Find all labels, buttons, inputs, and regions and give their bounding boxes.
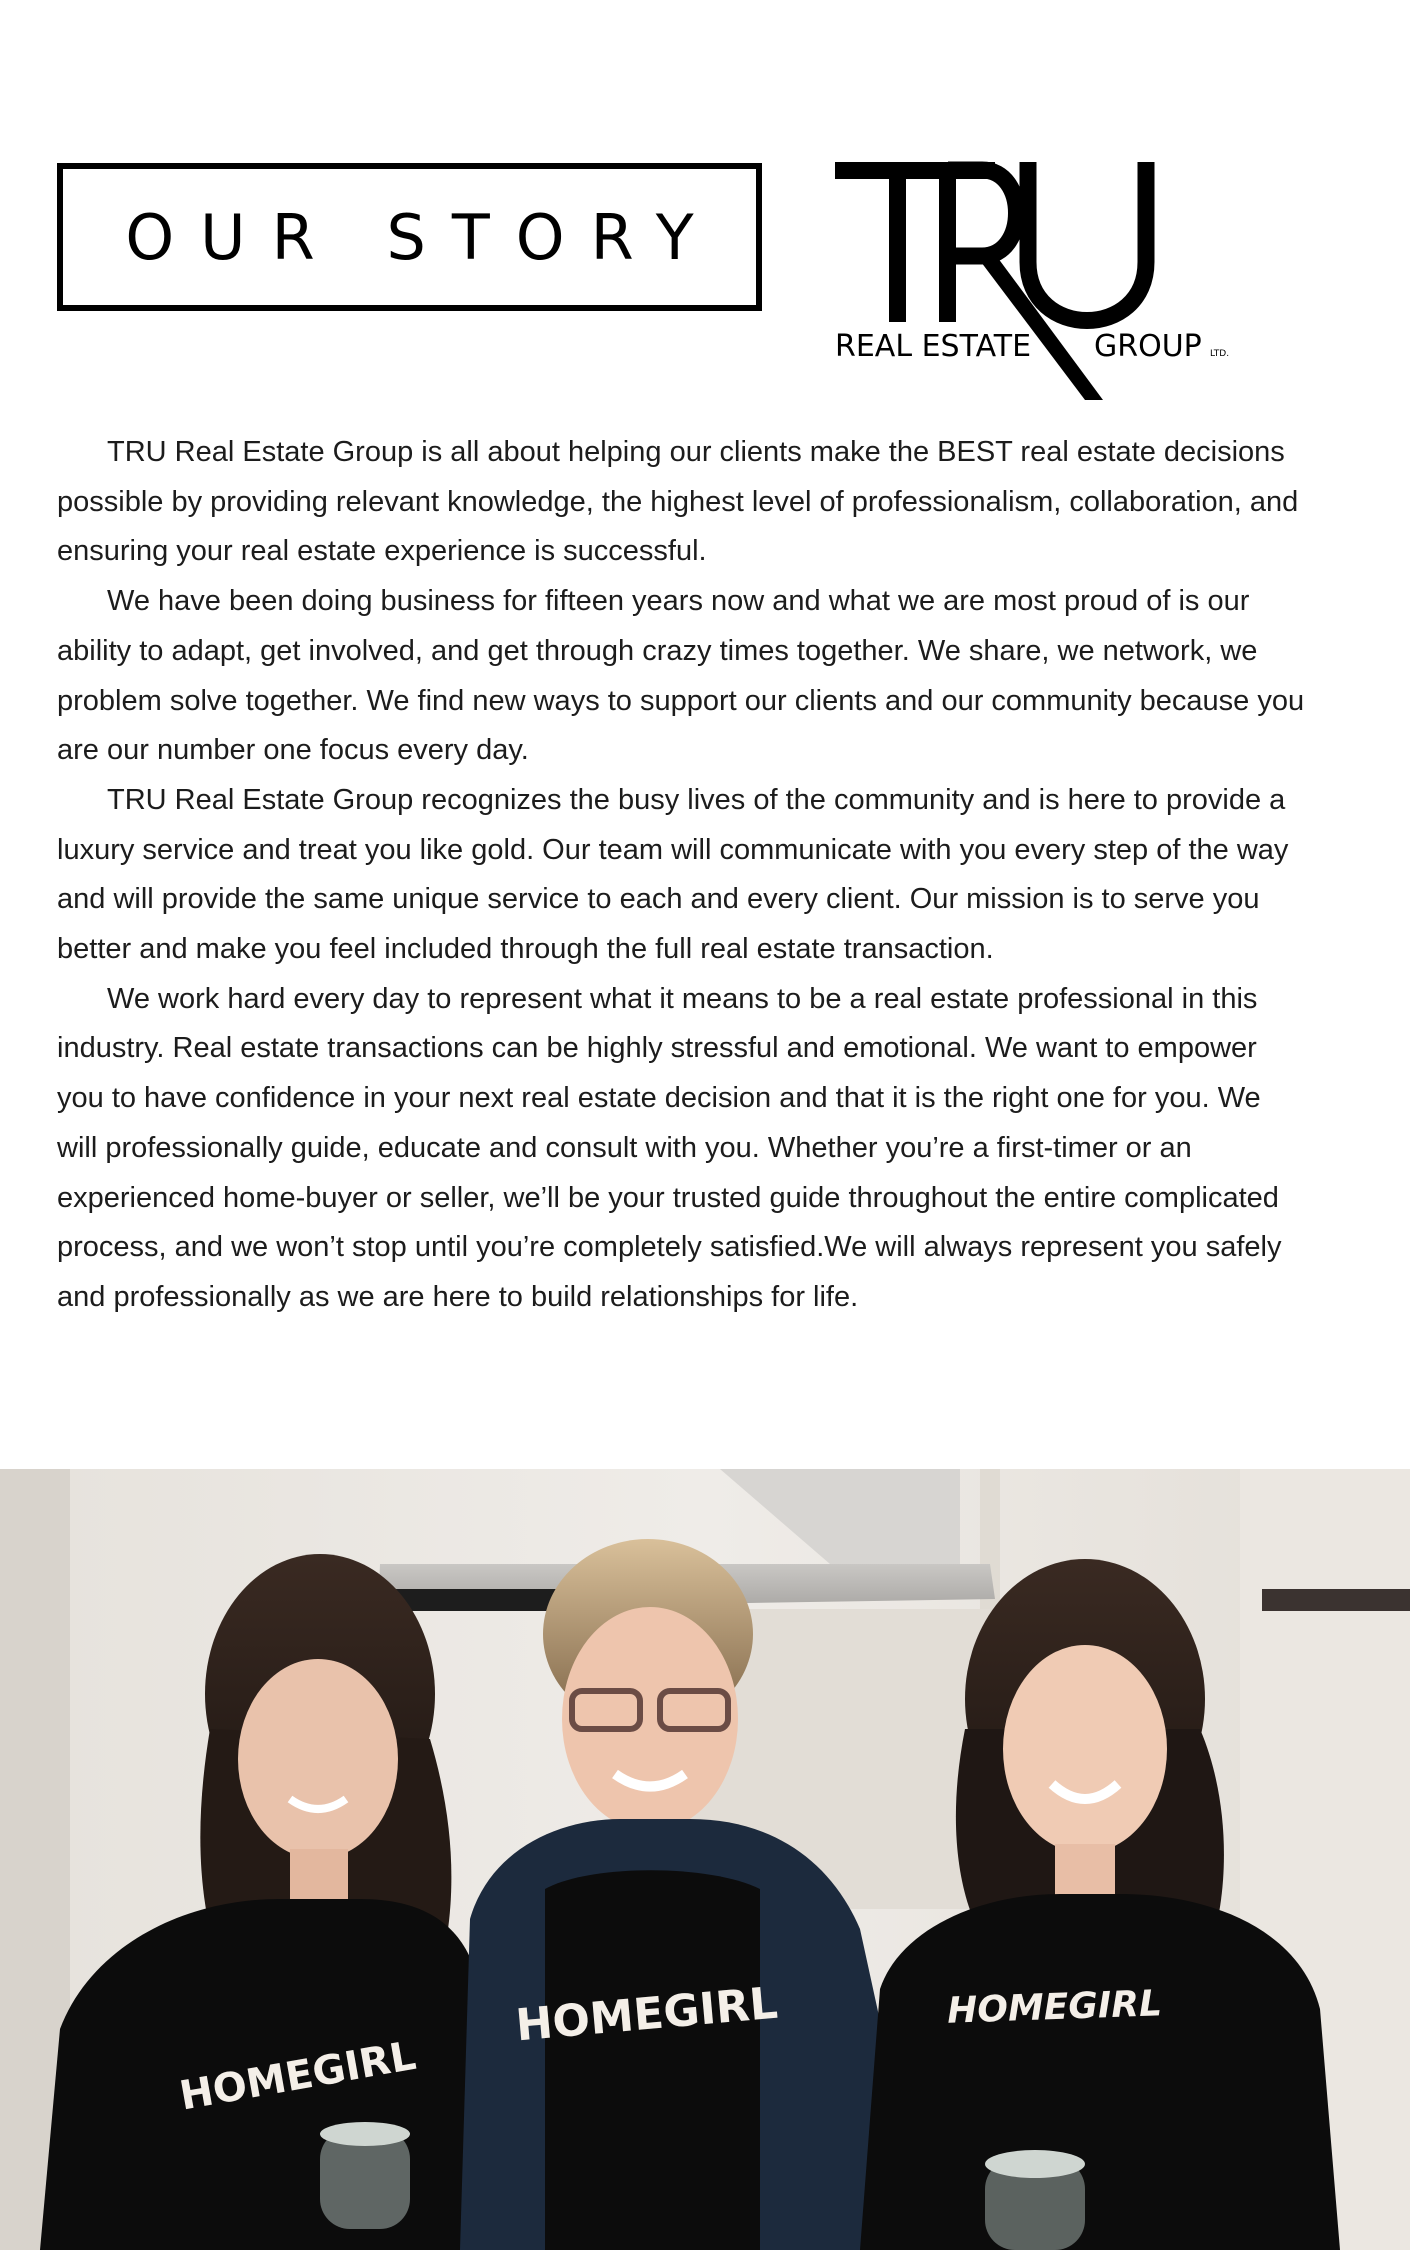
team-photo-illustration xyxy=(0,1469,1410,2250)
logo-r-stem xyxy=(939,162,956,322)
left-shirt-text: HOMEGIRL xyxy=(176,2032,420,2120)
right-shirt-text: HOMEGIRL xyxy=(946,1983,1163,2032)
center-woman-shirt xyxy=(545,1870,760,2250)
left-woman-mug-rim xyxy=(320,2122,410,2146)
center-woman-face xyxy=(562,1607,738,1831)
center-shirt-text: HOMEGIRL xyxy=(513,1977,780,2052)
right-woman-shirt xyxy=(860,1894,1340,2250)
right-woman-face xyxy=(1003,1645,1167,1853)
team-photo xyxy=(0,1469,1410,2250)
title-box xyxy=(57,163,762,311)
left-woman-face xyxy=(238,1659,398,1859)
logo-suffix: LTD. xyxy=(1210,349,1230,359)
logo-subtitle-right: GROUP xyxy=(1094,329,1202,364)
photo-shelf xyxy=(1262,1589,1410,1611)
story-paragraph-2: We have been doing business for fifteen years now and what we are most proud of is our ability to adapt, get involved, and get through crazy times together. We share, we network, we problem solve together. We find new ways to support our clients and our community because you are our number one focus every day. xyxy=(57,585,1305,767)
story-paragraph-1: TRU Real Estate Group is all about helping our clients make the BEST real estate decisions possible by providing relevant knowledge, the highest level of professionalism, collaboration, and ensuring your real estate experience is successful. xyxy=(57,436,1299,568)
tru-logo xyxy=(832,150,1242,408)
logo-t-stem xyxy=(889,162,906,322)
logo-u xyxy=(1028,162,1146,321)
right-woman-neck xyxy=(1055,1844,1115,1899)
story-paragraph-3: TRU Real Estate Group recognizes the busy lives of the community and is here to provide a luxury service and treat you like gold. Our team will communicate with you every step of the way and will provide the same unique service to each and every client. Our mission is to serve you better and make you feel included through the full real estate transaction. xyxy=(57,783,1289,966)
story-paragraph-4: We work hard every day to represent what it means to be a real estate professional in this industry. Real estate transactions can be highly stressful and emotional. We want to empower you to have confidence in your next real estate decision and that it is the right one for you. We will professionally guide, educate and consult with you. Whether you’re a first-timer or an experienced home-buyer or seller, we’ll be your trusted guide throughout the entire complicated process, and we won’t stop until you’re completely satisfied.We will always represent you safely and professionally as we are here to build relationships for life. xyxy=(57,982,1282,1313)
page-title: OUR STORY xyxy=(125,200,720,274)
tru-logo-graphic xyxy=(832,150,1242,408)
logo-r-bowl xyxy=(948,170,1017,256)
logo-subtitle-left: REAL ESTATE xyxy=(835,329,1032,364)
right-woman-mug-rim xyxy=(985,2150,1085,2178)
story-body xyxy=(57,428,1307,1323)
